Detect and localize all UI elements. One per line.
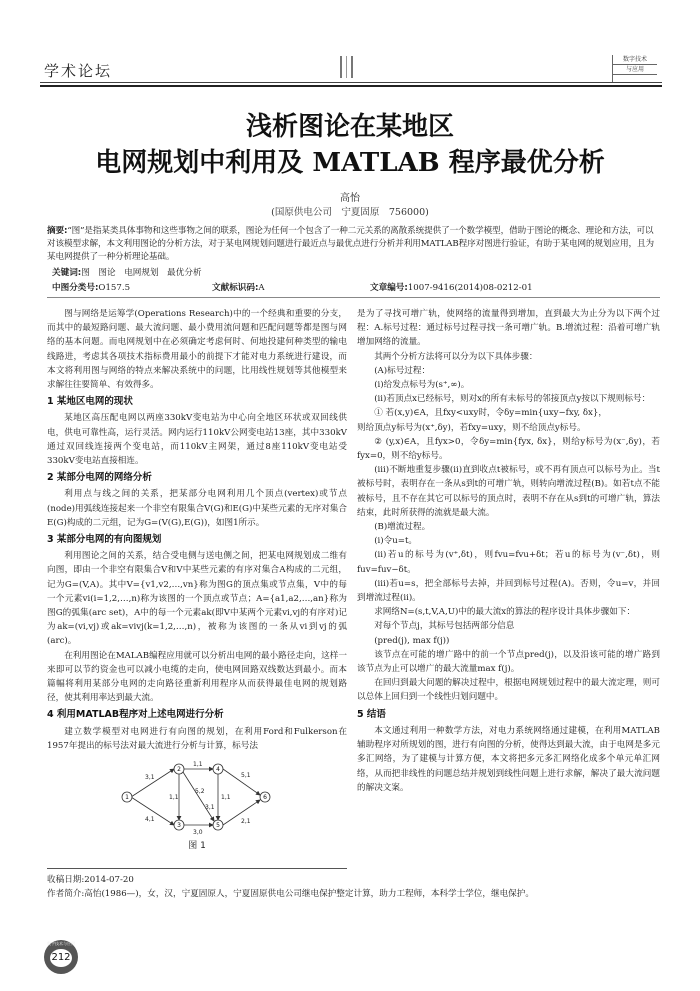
logo-line2: 与应用: [613, 65, 657, 75]
network-figure: [117, 757, 277, 837]
paragraph-3a: 利用图论之间的关系，结合受电侧与送电侧之间，把某电网规划成二维有向图，即由一个非空有限集合V和V中某些元素的有序对集合A构成的二元组，记为G=(V,A)。其中V={v1,v2,…,vn}称为图G的顶点集或节点集，V中的每一个元素vi(i=1,2,…,n)称为该图的一个顶点或节点；A={a1,a2,…,an}称为图G的弧集(arc set)，A中的每一个元素ak(即V中某两个元素vi,vj的有序对)记为ak=(vi,vj)或ak=vivj(k=1,2,…,n)，被称为该图的一条从vi到vj的弧(arc)。: [47, 551, 347, 647]
heading-3: 3 某部分电网的有向图规划: [47, 534, 162, 546]
header-rule-thick: [40, 85, 662, 87]
edge-label: 3,1: [145, 774, 155, 782]
right-paragraph-17: 该节点在可能的增广路中的前一个节点pred(j)，以及沿该可能的增广路到该节点为止可以增广的最大流量max f(j)。: [357, 649, 660, 675]
edge-label: 1,1: [193, 761, 203, 769]
article-number: 文章编号:1007-9416(2014)08-0212-01: [370, 283, 533, 293]
header-rule: [40, 82, 662, 83]
right-paragraph-4: (i)给发点标号为(s⁺,∞)。: [374, 380, 470, 391]
right-paragraph-16: (pred(j), max f(j)): [374, 635, 450, 646]
right-paragraph-19: 本文通过利用一种数学方法，对电力系统网络通过建模，在利用MATLAB辅助程序对所规划的图，进行有向图的分析，使得达到最大流，由于电网是多元多汇网络，为了建模与计算方便，本文将把多元多汇网络化成多个单元单汇网络，从而把非线性的问题总结并规划到线性问题上进行求解，解决了最大流问题的解决文案。: [357, 725, 660, 793]
heading-4: 4 利用MATLAB程序对上述电网进行分析: [47, 709, 224, 721]
badge-ring-text: 数字技术与应用: [47, 941, 75, 946]
footnote-rule: [47, 868, 347, 869]
node-label: 4: [216, 766, 220, 774]
document-code: 文献标识码:A: [212, 283, 265, 293]
intro-paragraph: 图与网络是运筹学(Operations Research)中的一个经典和重要的分支，而其中的最短路问题、最大流问题、最小费用流问题和匹配问题等都是图与网络的基本问题。而电网规划中在必须确定考虑何时、何地投建何种类型的输电线路进，考虑其各项技术指标费用最小的前提下才能对电力系统进行建设，而本文将利用图与网络的特点来解决系统中的问题，比用线性规划等其他模型来求解往往要简单、有效得多。: [47, 309, 347, 391]
received-date: 收稿日期:2014-07-20: [47, 875, 134, 885]
right-paragraph-18: 在回归到最大问题的解决过程中，根据电网规划过程中的最大流定理，则可以总体上回归到一个线性归划问题中。: [357, 678, 660, 703]
node-label: 1: [125, 794, 129, 802]
edge-label: 5,2: [195, 788, 205, 796]
right-paragraph-12: (ii)若u的标号为(v⁺,δt)，则fvu=fvu+δt；若u的标号为(v⁻,δt)，则fuv=fuv−δt。: [357, 550, 660, 575]
left-column: [47, 307, 347, 853]
keywords-label: 关键词:: [52, 268, 82, 278]
header-bars: [340, 56, 357, 78]
heading-1: 1 某地区电网的现状: [47, 396, 133, 408]
right-paragraph-13: (iii)若u=s，把全部标号去掉，并回到标号过程(A)。否则，令u=v，并回到增流过程(ii)。: [357, 578, 660, 604]
abstract-label: 摘要:: [47, 226, 68, 236]
edge-label: 1,1: [169, 794, 179, 802]
node-label: 2: [177, 766, 181, 774]
heading-5: 5 结语: [357, 708, 386, 720]
abstract: [47, 225, 657, 264]
node-label: 5: [216, 822, 220, 830]
abstract-rule: [47, 297, 660, 298]
logo-line1: 数字技术: [613, 55, 657, 65]
keywords-text: 图 图论 电网规划 最优分析: [81, 268, 202, 278]
right-paragraph-1: 是为了寻找可增广轨，使网络的流量得到增加，直到最大为止分为以下两个过程：A.标号过程：通过标号过程寻找一条可增广轨。B.增流过程：沿着可增广轨增加网络的流量。: [357, 309, 660, 348]
right-paragraph-8: ② (y,x)∈A，且fyx>0，令δy=min{fyx, δx}，则给y标号为(x⁻,δy)，若fyx=0，则不给y标号。: [357, 436, 660, 462]
edge-label: 5,1: [241, 772, 251, 780]
figure-caption: 图 1: [188, 841, 206, 852]
paragraph-1: 某地区高压配电网以两座330kV变电站为中心向全地区环状或双回线供电，供电可靠性高，运行灵活。网内运行110kV公网变电站13座，其中330kV通过双回线连接两个变电站，而110kV主网架，通过8座110kV变电站受330kV变电站直接相连。: [47, 413, 347, 467]
journal-logo: [612, 55, 657, 83]
author-name: 高怡: [340, 193, 360, 204]
paragraph-2: 利用点与线之间的关系，把某部分电网利用几个顶点(vertex)或节点(node)用弧线连接起来一个非空有限集合V(G)和E(G)中某些元素的无序对集合E(G)构成的二元组，记为G=(V(G),E(G))，如图1所示。: [47, 489, 347, 528]
right-paragraph-2: 其两个分析方法将可以分为以下具体步骤：: [374, 351, 538, 362]
node-label: 3: [177, 822, 181, 830]
keywords: [52, 266, 202, 278]
node-label: 6: [263, 794, 267, 802]
paragraph-3b: 在利用图论在MALAB编程应用就可以分析出电网的最小路径走向，这样一来即可以节约资金也可以减小电缆的走向，使电网回路双线数达到最小。而本篇幅将利用某部分电网的走向路径重新利用程序从而获得最佳电网的规划路径，使其利用率达到最大流。: [47, 650, 347, 704]
section-name: 学术论坛: [44, 62, 113, 80]
edge-2-5: [183, 772, 214, 821]
abstract-text: “图”是指某类具体事物和这些事物之间的联系，图论为任何一个包含了一种二元关系的离散系统提供了一个数学模型，借助于图论的概念、理论和方法，可以对该模型求解，本文利用图论的分析方法，对于某电网规划问题进行最近点与最优点进行分析并利用MATLAB程序对图进行验证，有助于某电网的规划应用，且为某电网提供了一种分析理论基础。: [47, 226, 654, 262]
paragraph-4: 建立数学模型对电网进行有向图的规划，在利用Ford和Fulkerson在1957年提出的标号法对最大流进行分析与计算，标号法: [47, 726, 347, 751]
right-paragraph-9: (iii)不断地重复步骤(ii)直到收点t被标号，或不再有顶点可以标号为止。当t被标号时，表明存在一条从s到t的可增广轨，则转向增流过程(B)。如若t点不能被标号，且不存在其它可以标号的顶点时，表明不存在从s到t的可增广轨，算法结束，此时所获得的流就是最大流。: [357, 465, 660, 518]
page-badge: [44, 940, 78, 974]
clc-number: 中图分类号:O157.5: [52, 283, 131, 293]
edge-label: 3,1: [205, 804, 215, 812]
right-paragraph-6: ① 若(x,y)∈A，且fxy<uxy时，令δy=min{uxy−fxy, δx}，: [374, 408, 607, 419]
edge-label: 3,0: [193, 829, 203, 837]
article-title-line2: 电网规划中利用及 MATLAB 程序最优分析: [95, 148, 605, 178]
right-paragraph-10: (B)增流过程。: [374, 522, 431, 533]
right-paragraph-3: (A)标号过程：: [374, 365, 431, 376]
author-bio: 作者简介:高怡(1986—)，女，汉，宁夏固原人，宁夏固原供电公司继电保护整定计算，助力工程师，本科学士学位，继电保护。: [47, 889, 534, 899]
article-title-line1: 浅析图论在某地区: [245, 112, 454, 142]
edge-label: 1,1: [221, 794, 231, 802]
edge-label: 2,1: [241, 818, 251, 826]
heading-2: 2 某部分电网的网络分析: [47, 472, 152, 484]
author-affiliation: (国原供电公司 宁夏固原 756000): [271, 207, 429, 218]
page-number: 212: [50, 949, 72, 967]
right-paragraph-15: 对每个节点j，其标号包括两部分信息: [374, 621, 515, 632]
right-paragraph-5: (ii)若顶点x已经标号，则对x的所有未标号的邻接顶点y按以下规则标号：: [374, 394, 651, 405]
right-paragraph-7: 则给顶点y标号为(x⁺,δy)，若fxy=uxy，则不给顶点y标号。: [357, 422, 586, 433]
right-paragraph-14: 求网络N=(s,t,V,A,U)中的最大流x的算法的程序设计具体步骤如下：: [374, 607, 636, 618]
edge-label: 4,1: [145, 816, 155, 824]
right-paragraph-11: (i)令u=t。: [374, 536, 418, 547]
right-column: [357, 307, 660, 795]
